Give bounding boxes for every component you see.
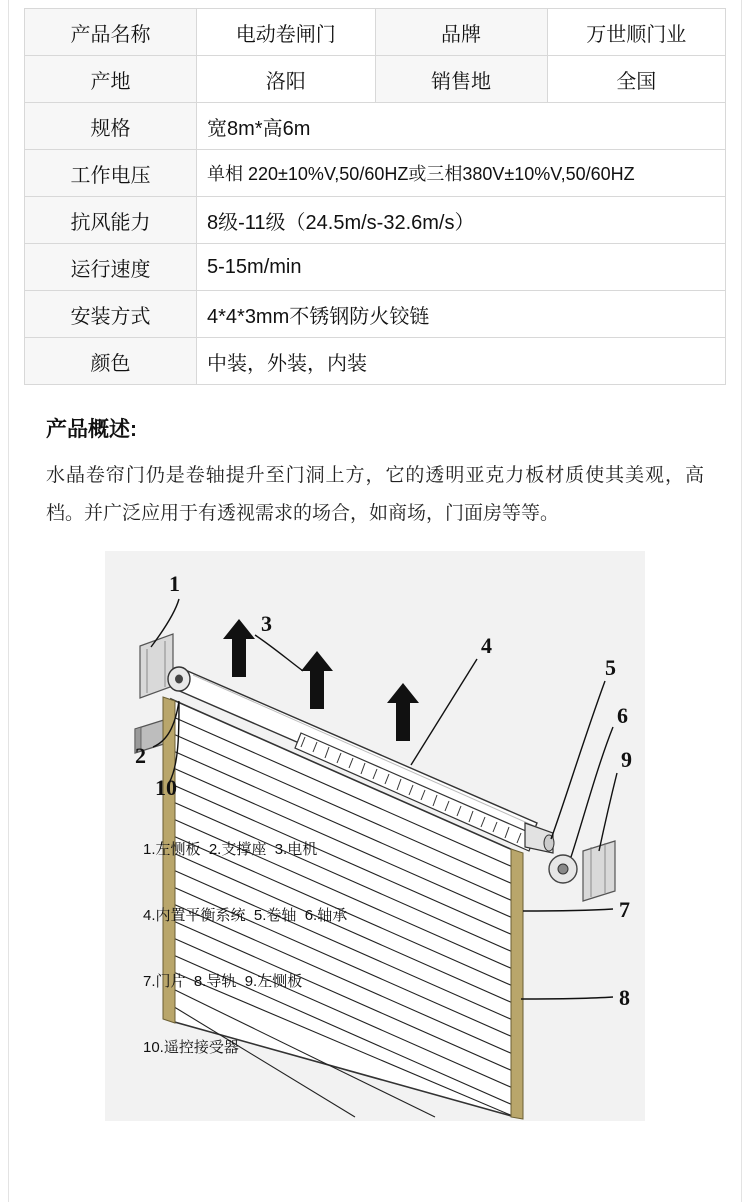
callout-4: 4 — [481, 633, 492, 658]
specification-table — [24, 8, 726, 385]
spec-value-wind-resistance: 8级-11级（24.5m/s-32.6m/s） — [197, 197, 726, 244]
callout-5: 5 — [605, 655, 616, 680]
spec-label-brand: 品牌 — [375, 9, 547, 56]
table-row — [25, 197, 726, 244]
legend-line-1: 1.左恻板 2.支撑座 3.电机 — [143, 841, 318, 858]
callout-3: 3 — [261, 611, 272, 636]
callout-1: 1 — [169, 571, 180, 596]
spec-value-product-name: 电动卷闸门 — [197, 9, 376, 56]
callout-8: 8 — [619, 985, 630, 1010]
table-row — [25, 338, 726, 385]
table-row — [25, 56, 726, 103]
page-left-border — [8, 0, 9, 1202]
diagram-legend — [143, 795, 347, 1103]
spec-table-body — [25, 9, 726, 385]
spec-label-color: 颜色 — [25, 338, 197, 385]
legend-line-4: 10.遥控接受器 — [143, 1039, 239, 1056]
callout-10: 10 — [155, 775, 177, 800]
spec-label-voltage: 工作电压 — [25, 150, 197, 197]
table-row — [25, 244, 726, 291]
spec-value-origin: 洛阳 — [197, 56, 376, 103]
table-row — [25, 9, 726, 56]
description-title: 产品概述: — [46, 418, 137, 441]
page-right-border — [741, 0, 742, 1202]
spec-value-speed: 5-15m/min — [197, 244, 726, 291]
spec-label-speed: 运行速度 — [25, 244, 197, 291]
spec-label-origin: 产地 — [25, 56, 197, 103]
spec-label-sales-area: 销售地 — [375, 56, 547, 103]
spec-label-wind-resistance: 抗风能力 — [25, 197, 197, 244]
callout-2: 2 — [135, 743, 146, 768]
spec-value-sales-area: 全国 — [547, 56, 726, 103]
spec-value-voltage: 单相 220±10%V,50/60HZ或三相380V±10%V,50/60HZ — [197, 150, 726, 197]
spec-value-color: 中装，外装，内装 — [197, 338, 726, 385]
spec-label-size: 规格 — [25, 103, 197, 150]
callout-6: 6 — [617, 703, 628, 728]
bearing-block-shape — [549, 855, 577, 883]
spec-label-installation: 安装方式 — [25, 291, 197, 338]
product-diagram — [105, 551, 645, 1121]
spec-value-size: 宽8m*高6m — [197, 103, 726, 150]
left-side-plate-shape — [140, 634, 173, 698]
spec-label-product-name: 产品名称 — [25, 9, 197, 56]
table-row — [25, 103, 726, 150]
legend-line-3: 7.门片 8.导轨 9.左恻板 — [143, 973, 303, 990]
callout-9: 9 — [621, 747, 632, 772]
product-description-block — [24, 385, 726, 1121]
description-text: 水晶卷帘门仍是卷轴提升至门洞上方，它的透明亚克力板材质使其美观，高档。并广泛应用于有透视需求的场合，如商场，门面房等等。 — [46, 465, 704, 524]
table-row — [25, 150, 726, 197]
spec-value-installation: 4*4*3mm不锈钢防火铰链 — [197, 291, 726, 338]
spec-value-brand: 万世顺门业 — [547, 9, 726, 56]
legend-line-2: 4.内置平衡系统 5.卷轴 6.轴承 — [143, 907, 348, 924]
callout-7: 7 — [619, 897, 630, 922]
table-row — [25, 291, 726, 338]
